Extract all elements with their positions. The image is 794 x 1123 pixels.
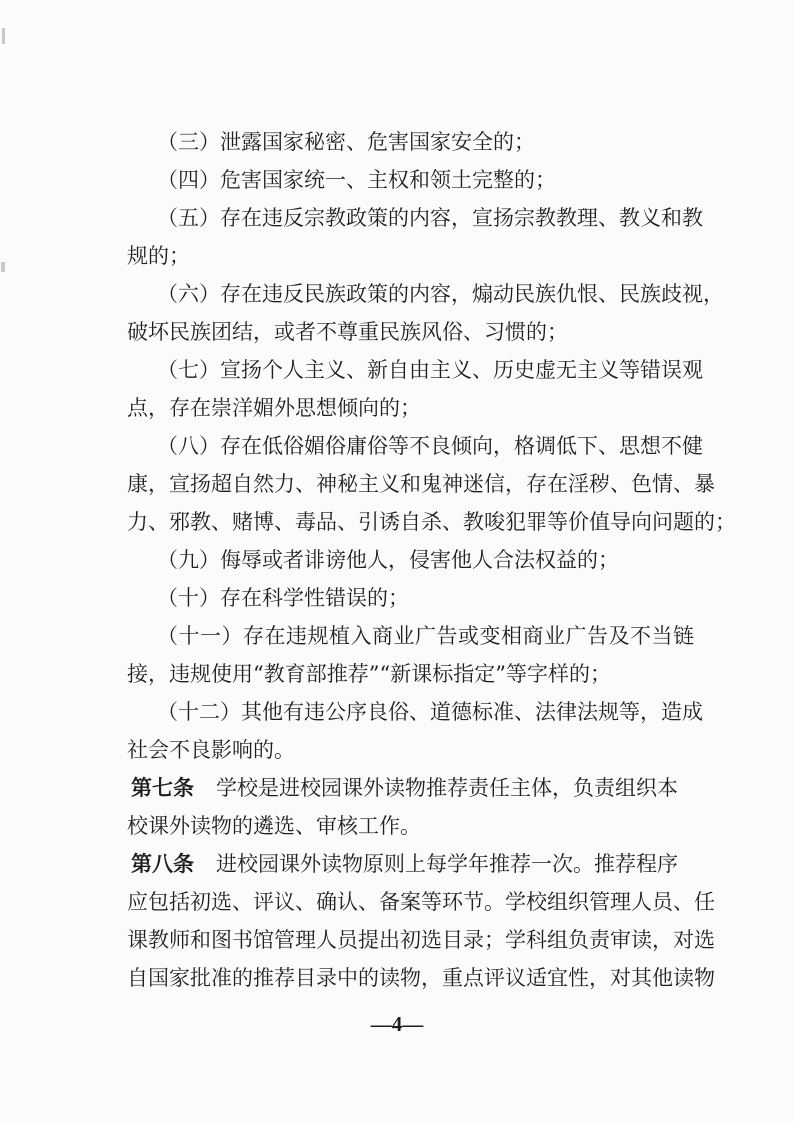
item-5-line-2: 规的；: [127, 244, 190, 268]
item-5-line-1: （五）存在违反宗教政策的内容，宣扬宗教教理、教义和教: [157, 206, 703, 230]
article-7-line-1: [131, 773, 678, 803]
article-8-line-4: 自国家批准的推荐目录中的读物，重点评议适宜性，对其他读物: [127, 966, 715, 990]
article-7-line-2: 校课外读物的遴选、审核工作。: [127, 814, 421, 838]
scan-mark-middle: [1, 262, 5, 272]
item-9: （九）侮辱或者诽谤他人，侵害他人合法权益的；: [157, 548, 619, 572]
article-7-title: 第七条: [131, 776, 194, 800]
article-8-line-1: [131, 849, 678, 879]
item-3: （三）泄露国家秘密、危害国家安全的；: [157, 130, 535, 154]
article-8-line-3: 课教师和图书馆管理人员提出初选目录；学科组负责审读，对选: [127, 928, 715, 952]
article-8-line-2: 应包括初选、评议、确认、备案等环节。学校组织管理人员、任: [127, 890, 715, 914]
article-8-title: 第八条: [131, 852, 194, 876]
item-11-line-2: 接，违规使用“教育部推荐”“新课标指定”等字样的；: [127, 662, 611, 686]
item-6-line-1: （六）存在违反民族政策的内容，煽动民族仇恨、民族歧视，: [157, 282, 724, 306]
item-7-line-2: 点，存在崇洋媚外思想倾向的；: [127, 396, 421, 420]
item-7-line-1: （七）宣扬个人主义、新自由主义、历史虚无主义等错误观: [157, 358, 703, 382]
item-10: （十）存在科学性错误的；: [157, 586, 409, 610]
item-11-line-1: （十一）存在违规植入商业广告或变相商业广告及不当链: [157, 624, 694, 648]
item-12-line-2: 社会不良影响的。: [127, 738, 295, 762]
article-8-text-1: 进校园课外读物原则上每学年推荐一次。推荐程序: [216, 852, 678, 876]
item-12-line-1: （十二）其他有违公序良俗、道德标准、法律法规等，造成: [157, 700, 703, 724]
article-7-text-1: 学校是进校园课外读物推荐责任主体，负责组织本: [216, 776, 678, 800]
item-8-line-1: （八）存在低俗媚俗庸俗等不良倾向，格调低下、思想不健: [157, 434, 703, 458]
item-8-line-2: 康，宣扬超自然力、神秘主义和鬼神迷信，存在淫秽、色情、暴: [127, 472, 715, 496]
item-6-line-2: 破坏民族团结，或者不尊重民族风俗、习惯的；: [127, 320, 568, 344]
scan-mark-top: [2, 28, 5, 44]
item-8-line-3: 力、邪教、赌博、毒品、引诱自杀、教唆犯罪等价值导向问题的；: [127, 510, 736, 534]
page-number: —4—: [370, 1012, 424, 1036]
item-4: （四）危害国家统一、主权和领土完整的；: [157, 168, 556, 192]
